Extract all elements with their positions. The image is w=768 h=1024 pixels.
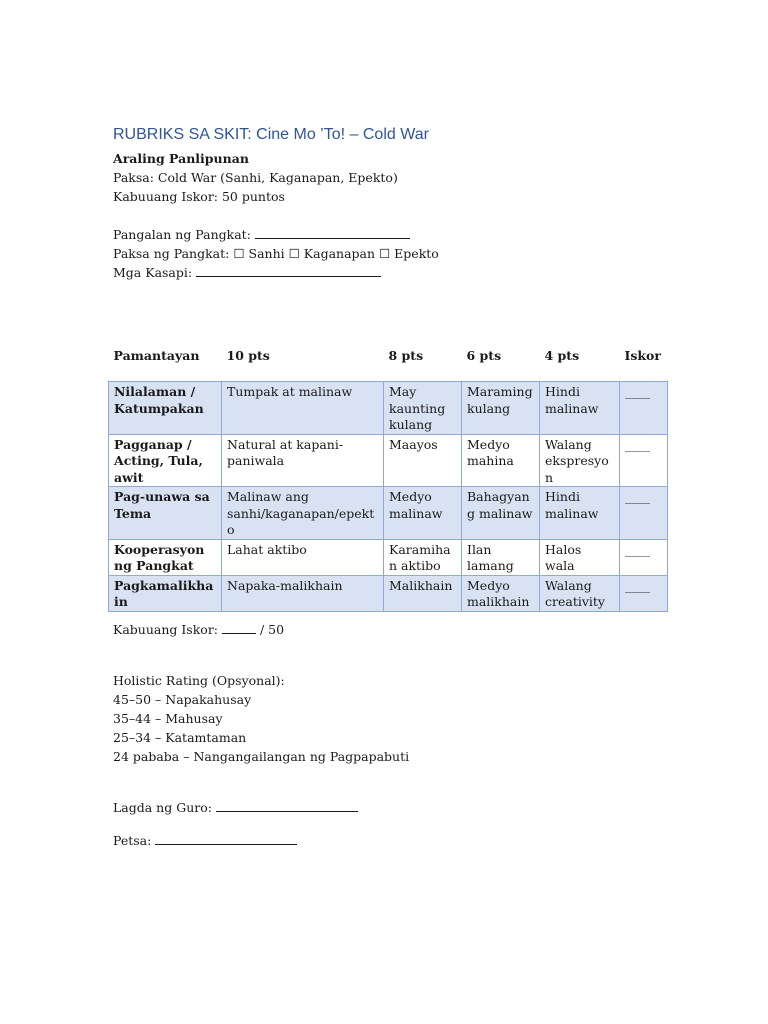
holistic-level: 45–50 – Napakahusay <box>113 692 252 707</box>
cell-10pts: Tumpak at malinaw <box>222 382 384 435</box>
table-row <box>109 539 668 575</box>
teacher-signature-blank[interactable] <box>216 800 358 812</box>
cell-4pts: Walang ekspresyon <box>540 434 620 487</box>
cell-8pts: Medyo malinaw <box>384 487 462 540</box>
criterion-cell: Pagkamalikhain <box>109 575 222 611</box>
header-4pts: 4 pts <box>540 345 620 382</box>
table-row <box>109 434 668 487</box>
cell-10pts: Malinaw ang sanhi/kaganapan/epekto <box>222 487 384 540</box>
score-blank[interactable]: ____ <box>620 487 668 540</box>
total-points-line: Kabuuang Iskor: 50 puntos <box>113 189 285 204</box>
criterion-cell: Kooperasyon ng Pangkat <box>109 539 222 575</box>
table-row <box>109 382 668 435</box>
group-name-label: Pangalan ng Pangkat: <box>113 227 251 242</box>
date-label: Petsa: <box>113 833 152 848</box>
criterion-cell: Nilalaman / Katumpakan <box>109 382 222 435</box>
group-name-row <box>113 225 410 244</box>
members-blank[interactable] <box>196 265 381 277</box>
holistic-level: 24 pababa – Nangangailangan ng Pagpapabuti <box>113 749 410 764</box>
score-blank[interactable]: ____ <box>620 434 668 487</box>
cell-4pts: Walang creativity <box>540 575 620 611</box>
header-10pts: 10 pts <box>222 345 384 382</box>
document-title: RUBRIKS SA SKIT: Cine Mo ’To! – Cold War <box>113 126 429 143</box>
group-topic-line: Paksa ng Pangkat: ☐ Sanhi ☐ Kaganapan ☐ Epekto <box>113 246 439 261</box>
subject-line: Araling Panlipunan <box>113 151 249 166</box>
header-criterion: Pamantayan <box>109 345 222 382</box>
topic-line: Paksa: Cold War (Sanhi, Kaganapan, Epekto) <box>113 170 398 185</box>
cell-10pts: Lahat aktibo <box>222 539 384 575</box>
table-row <box>109 487 668 540</box>
cell-6pts: Medyo mahina <box>462 434 540 487</box>
rubric-table <box>108 345 668 612</box>
cell-10pts: Napaka-malikhain <box>222 575 384 611</box>
score-blank[interactable]: ____ <box>620 382 668 435</box>
cell-6pts: Maraming kulang <box>462 382 540 435</box>
cell-6pts: Medyo malikhain <box>462 575 540 611</box>
group-name-blank[interactable] <box>255 227 410 239</box>
header-6pts: 6 pts <box>462 345 540 382</box>
header-8pts: 8 pts <box>384 345 462 382</box>
criterion-cell: Pag-unawa sa Tema <box>109 487 222 540</box>
cell-6pts: Ilan lamang <box>462 539 540 575</box>
score-blank[interactable]: ____ <box>620 575 668 611</box>
criterion-cell: Pagganap / Acting, Tula, awit <box>109 434 222 487</box>
rubric-header-row <box>109 345 668 382</box>
total-score-label: Kabuuang Iskor: <box>113 622 219 637</box>
holistic-heading: Holistic Rating (Opsyonal): <box>113 673 285 688</box>
date-blank[interactable] <box>155 833 297 845</box>
header-score: Iskor <box>620 345 668 382</box>
total-score-row <box>113 620 284 639</box>
total-score-blank[interactable] <box>222 622 256 634</box>
cell-6pts: Bahagyang malinaw <box>462 487 540 540</box>
cell-8pts: May kaunting kulang <box>384 382 462 435</box>
teacher-signature-label: Lagda ng Guro: <box>113 800 212 815</box>
total-score-suffix: / 50 <box>259 622 285 637</box>
cell-4pts: Halos wala <box>540 539 620 575</box>
score-blank[interactable]: ____ <box>620 539 668 575</box>
members-label: Mga Kasapi: <box>113 265 193 280</box>
cell-10pts: Natural at kapani-paniwala <box>222 434 384 487</box>
cell-8pts: Karamihan aktibo <box>384 539 462 575</box>
members-row <box>113 263 381 282</box>
table-row <box>109 575 668 611</box>
cell-8pts: Maayos <box>384 434 462 487</box>
teacher-signature-row <box>113 798 358 817</box>
holistic-level: 35–44 – Mahusay <box>113 711 223 726</box>
holistic-level: 25–34 – Katamtaman <box>113 730 247 745</box>
cell-8pts: Malikhain <box>384 575 462 611</box>
cell-4pts: Hindi malinaw <box>540 382 620 435</box>
date-row <box>113 831 297 850</box>
cell-4pts: Hindi malinaw <box>540 487 620 540</box>
